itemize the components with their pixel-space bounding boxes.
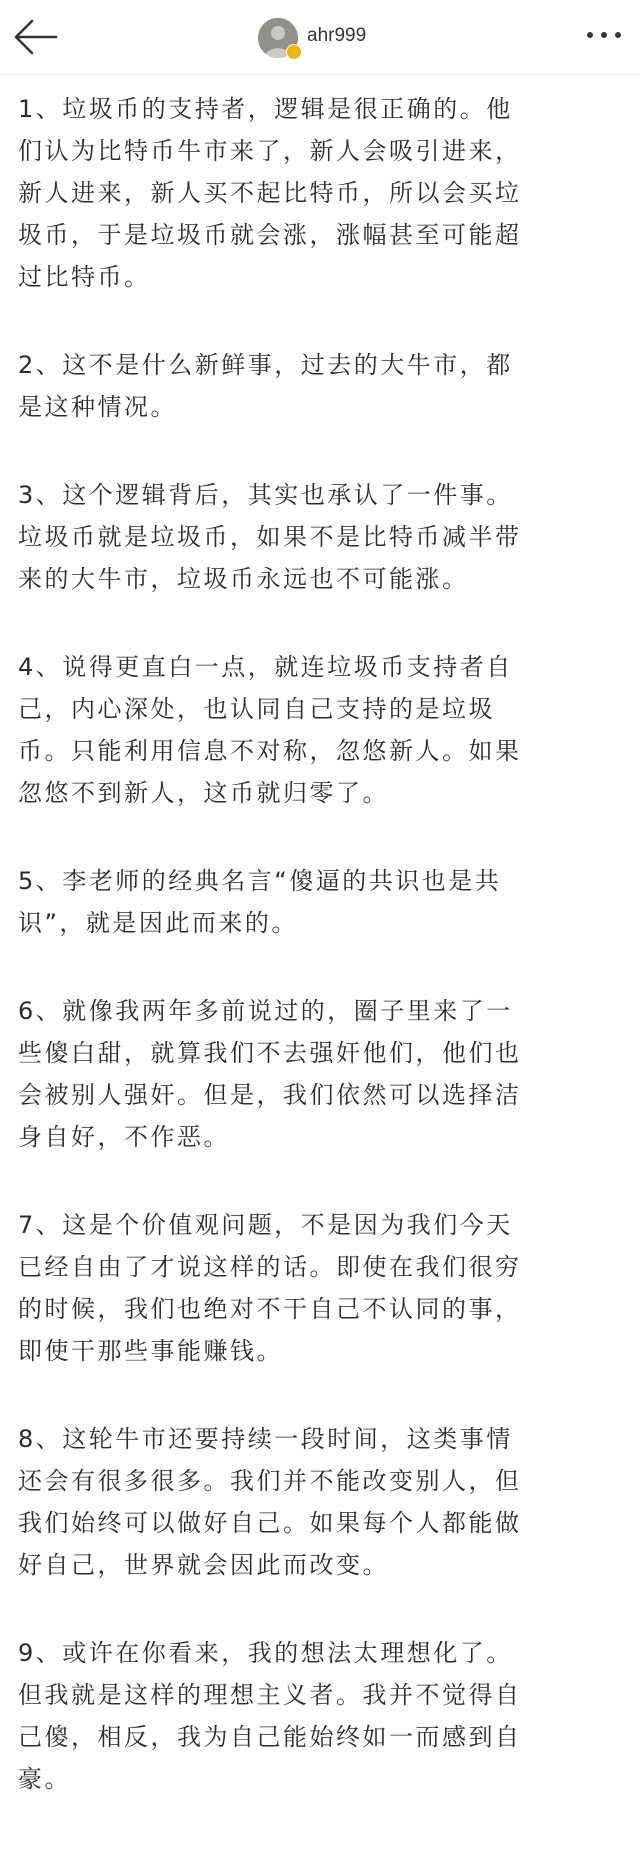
top-navigation-bar: [0, 0, 640, 75]
paragraph-9: 9、或许在你看来，我的想法太理想化了。 但我就是这样的理想主义者。我并不觉得自 己傻，相反，我为自己能始终如一而感到自 豪。: [18, 1639, 522, 1793]
paragraph-6: 6、就像我两年多前说过的，圈子里来了一 些傻白甜，就算我们不去强奸他们，他们也 会被别人强奸。但是，我们依然可以选择洁 身自好，不作恶。: [18, 997, 522, 1151]
paragraph-8: 8、这轮牛市还要持续一段时间，这类事情 还会有很多很多。我们并不能改变别人，但 我们始终可以做好自己。如果每个人都能做 好自己，世界就会因此而改变。: [18, 1425, 522, 1579]
username[interactable]: ahr999: [307, 25, 367, 46]
paragraph-1: 1、垃圾币的支持者，逻辑是很正确的。他 们认为比特币牛市来了，新人会吸引进来， 新人进来，新人买不起比特币，所以会买垃 圾币，于是垃圾币就会涨，涨幅甚至可能超 过比特币。: [18, 95, 522, 291]
paragraph-7: 7、这是个价值观问题，不是因为我们今天 已经自由了才说这样的话。即使在我们很穷 的时候，我们也绝对不干自己不认同的事， 即使干那些事能赚钱。: [18, 1211, 522, 1365]
paragraph-4: 4、说得更直白一点，就连垃圾币支持者自 己，内心深处，也认同自己支持的是垃圾 币。只能利用信息不对称，忽悠新人。如果 忽悠不到新人，这币就归零了。: [18, 653, 522, 807]
verified-badge-icon: [286, 44, 302, 60]
more-dots-icon: [584, 22, 624, 48]
more-options-button[interactable]: [584, 22, 624, 48]
post-author[interactable]: [258, 16, 408, 60]
paragraph-2: 2、这不是什么新鲜事，过去的大牛市，都 是这种情况。: [18, 351, 513, 421]
post-body: [18, 74, 622, 1846]
arrow-left-icon: [10, 16, 60, 58]
back-button[interactable]: [10, 16, 60, 58]
paragraph-5: 5、李老师的经典名言“傻逼的共识也是共 识”，就是因此而来的。: [18, 867, 502, 937]
paragraph-3: 3、这个逻辑背后，其实也承认了一件事。 垃圾币就是垃圾币，如果不是比特币减半带 来的大牛市，垃圾币永远也不可能涨。: [18, 481, 522, 593]
